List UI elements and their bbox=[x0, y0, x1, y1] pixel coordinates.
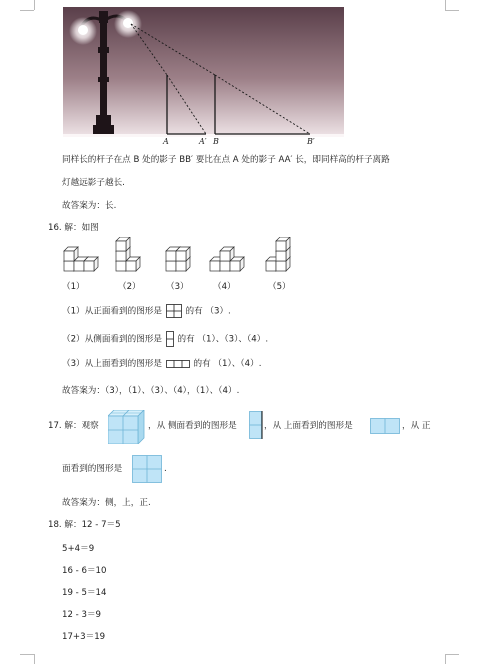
cube-figure-5 bbox=[266, 237, 290, 271]
figure-label-2: （2） bbox=[118, 282, 141, 292]
front-view-box-icon bbox=[132, 455, 162, 483]
p15-text-line1: 同样长的杆子在点 B 处的影子 BB′ 要比在点 A 处的影子 AA′ 长，即同样高的杆子离路 bbox=[62, 155, 390, 165]
p18-heading: 18. 解：12 - 7＝5 bbox=[48, 520, 121, 530]
side-view-box-icon bbox=[249, 411, 263, 439]
label-a-prime: A′ bbox=[199, 137, 207, 146]
label-b-prime: B′ bbox=[307, 137, 315, 146]
p18-line-5: 17+3＝19 bbox=[62, 632, 106, 642]
p16-heading: 16. 解：如图 bbox=[48, 223, 99, 233]
p17-line2: 面看到的图形是 bbox=[62, 464, 123, 474]
blue-cube-block-icon bbox=[108, 410, 146, 444]
p16-answer: 故答案为：（3），（1）、（3）、（4），（1）、（4）. bbox=[62, 386, 240, 396]
cube-figure-4 bbox=[210, 247, 244, 271]
p15-answer: 故答案为：长. bbox=[62, 201, 117, 211]
p17-mid3: ，从 正 bbox=[402, 421, 431, 431]
p18-line-3: 19 - 5＝14 bbox=[62, 588, 107, 598]
corner-mark-bottom-left-h bbox=[20, 654, 34, 655]
cube-figures bbox=[60, 237, 300, 273]
p16-line2: （2）从侧面看到的图形是 的有 （1）、（3）、（4）. bbox=[62, 331, 268, 347]
corner-mark-top-left-h bbox=[20, 10, 34, 11]
corner-mark-bottom-right-h bbox=[445, 654, 459, 655]
p18-line-4: 12 - 3＝9 bbox=[62, 610, 102, 620]
p17-line1: 17. 解：观察 bbox=[48, 421, 99, 431]
p15-text-line2: 灯越远影子越长. bbox=[62, 178, 125, 188]
figure-label-4: （4） bbox=[213, 282, 236, 292]
p18-line-1: 5+4＝9 bbox=[62, 544, 95, 554]
horizontal-3-squares-icon bbox=[166, 360, 190, 368]
square-2x2-icon bbox=[166, 304, 182, 318]
figure-label-1: （1） bbox=[62, 282, 85, 292]
p17-mid1: ，从 侧面看到的图形是 bbox=[148, 421, 237, 431]
p17-answer: 故答案为：侧，上，正. bbox=[62, 498, 151, 508]
label-b: B bbox=[213, 137, 219, 146]
p17-line2-end: . bbox=[164, 464, 167, 474]
corner-mark-top-right-h bbox=[445, 10, 459, 11]
figure-label-5: （5） bbox=[268, 282, 291, 292]
p18-line-2: 16 - 6＝10 bbox=[62, 566, 107, 576]
p17-mid2: ，从 上面看到的图形是 bbox=[264, 421, 353, 431]
streetlight-shadow-figure bbox=[63, 7, 344, 137]
cube-figure-2 bbox=[116, 237, 140, 271]
top-view-box-icon bbox=[370, 418, 400, 434]
corner-mark-top-right bbox=[445, 0, 446, 10]
cube-figure-1 bbox=[64, 247, 98, 271]
vertical-2-squares-icon bbox=[166, 331, 174, 347]
cube-figure-3 bbox=[166, 247, 190, 271]
p16-line1: （1）从正面看到的图形是 的有 （3）. bbox=[62, 304, 231, 318]
figure-label-3: （3） bbox=[166, 282, 189, 292]
label-a: A bbox=[163, 137, 169, 146]
p16-line3: （3）从上面看到的图形是 的有 （1）、（4）. bbox=[62, 359, 262, 369]
corner-mark-top-left bbox=[34, 0, 35, 10]
